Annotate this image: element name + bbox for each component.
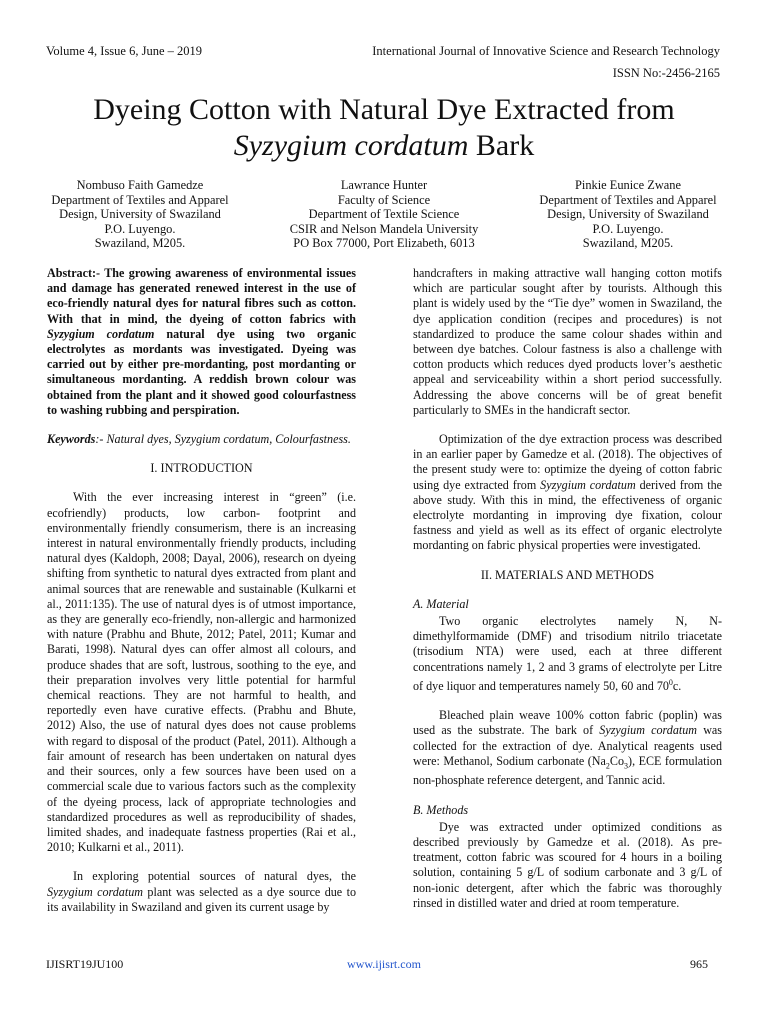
material-p2-text-a: Bleached plain weave 100% cotton fabric (poplin) was used as the substrate. The bark of: [413, 708, 722, 738]
section-heading-introduction: I. INTRODUCTION: [150, 461, 253, 476]
keywords-label: Keywords: [47, 432, 96, 447]
author-2-faculty: Faculty of Science: [337, 192, 431, 207]
author-3-name: Pinkie Eunice Zwane: [575, 178, 681, 192]
author-3: [503, 178, 753, 251]
author-1-name: Nombuso Faith Gamedze: [76, 178, 204, 192]
intro-p2-text-a: In exploring potential sources of natural dyes, the: [73, 869, 356, 884]
material-p2-text-d: ), ECE formulation non-phosphate reference detergent, and Tannic acid.: [413, 753, 722, 788]
right-p2-species: Syzygium cordatum: [540, 477, 636, 492]
material-p2-text-c: Co: [609, 753, 625, 768]
author-2-address: PO Box 77000, Port Elizabeth, 6013: [293, 236, 475, 251]
author-block: [0, 178, 768, 258]
material-p2-text-b: was collected for the extraction of dye. Analytical reagents used were: Methanol, Sodium carbonate (Na: [413, 723, 722, 768]
intro-p2-text-b: plant was selected as a dye source due to its availability in Swaziland and given its current usage by: [47, 884, 356, 914]
intro-p2-species: Syzygium cordatum: [47, 884, 143, 899]
material-p2-species: Syzygium cordatum: [599, 723, 698, 738]
author-1-po: P.O. Luyengo.: [104, 221, 176, 236]
author-3-dept: Department of Textiles and Apparel: [539, 192, 717, 207]
abstract-text-2: natural dye using two organic electrolytes as mordants was investigated. Dyeing was carried out by either pre-mordanting, post mordanting or simultaneous mordanting. A reddish brown colour was obtained from the plant and it showed good colourfastness to washing rubbing and perspiration.: [47, 326, 356, 417]
material-p1-text: Two organic electrolytes namely N, N-dimethylformamide (DMF) and trisodium nitrilo triacetate (trisodium NTA) were used, each at three different concentrations namely 1, 2 and 3 grams of electrolyte per Litre of dye liquor and temperatures namely 50, 60 and 70: [413, 614, 722, 693]
right-p2-text-b: derived from the above study. With this in mind, the effectiveness of organic electrolyte mordanting in improving dye fixation, colour fastness and yield as well as its effect of organic electrolyte mordanting on fabric physical properties were investigated.: [413, 477, 722, 553]
material-paragraph-1: [413, 614, 722, 694]
author-2-dept: Department of Textile Science: [308, 207, 460, 222]
subsection-methods: B. Methods: [413, 802, 469, 817]
author-3-po: P.O. Luyengo.: [592, 221, 664, 236]
title-line-1: Dyeing Cotton with Natural Dye Extracted from: [93, 93, 675, 126]
author-1: [15, 178, 265, 251]
keywords-text: :- Natural dyes, Syzygium cordatum, Colourfastness.: [95, 432, 351, 447]
keywords: [47, 432, 356, 447]
left-column: [47, 266, 356, 915]
material-p1-unit: c.: [672, 678, 682, 693]
author-2-name: Lawrance Hunter: [340, 178, 428, 192]
author-1-univ: Design, University of Swaziland: [59, 207, 221, 222]
footer-code: IJISRT19JU100: [46, 957, 124, 971]
title-line-2: [0, 128, 768, 164]
author-3-univ: Design, University of Swaziland: [547, 207, 709, 222]
author-1-country: Swaziland, M205.: [94, 236, 186, 251]
right-paragraph-1: handcrafters in making attractive wall hanging cotton motifs which are particular sought after by tourists. Although this plant is widely used by the “Tie dye” women in Swaziland, the dye application condition (recipes and procedures) is not standardized to produce the same colour shades within and between dye batches. Colour fastness is also a challenge with cotton products which reduces dyed products lover’s aesthetic appeal and serviceability within a short period successfully. Addressing the above concerns will be of great benefit particularly to SMEs in the handicraft sector.: [413, 266, 722, 417]
right-paragraph-2: [413, 432, 722, 554]
author-3-country: Swaziland, M205.: [582, 236, 674, 251]
author-2-univ: CSIR and Nelson Mandela University: [289, 221, 479, 236]
author-2: [259, 178, 509, 251]
issn: ISSN No:-2456-2165: [612, 66, 720, 80]
paper-title: [0, 92, 768, 164]
page-number: 965: [690, 957, 708, 971]
subsection-material: A. Material: [413, 596, 469, 611]
volume-info: Volume 4, Issue 6, June – 2019: [46, 44, 203, 58]
degree-superscript: 0: [668, 677, 673, 687]
methods-paragraph-1: Dye was extracted under optimized conditions as described previously by Gamedze et al. (2018). As pre-treatment, cotton fabric was scoured for 4 hours in a boiling solution, containing 5 g/L of sodium carbonate and 3 g/L of non-ionic detergent, after which the fabric was thoroughly rinsed in distilled water and dried at room temperature.: [413, 819, 722, 910]
title-suffix: Bark: [468, 129, 535, 162]
right-p2-text-a: Optimization of the dye extraction process was described in an earlier paper by Gamedze et al. (2018). The objectives of the present study were to: optimize the dyeing of cotton fabric using dye extracted from: [413, 432, 722, 492]
footer-url-link[interactable]: www.ijisrt.com: [347, 957, 421, 971]
title-species: Syzygium cordatum: [233, 129, 469, 162]
author-1-dept: Department of Textiles and Apparel: [51, 192, 229, 207]
intro-paragraph-1: With the ever increasing interest in “green” (i.e. ecofriendly) products, low carbon- footprint and environmentally friendly consumerism, there is an increasing interest in natural environmentally friendly products, including natural dyes (Kaldoph, 2008; Dayal, 2006), research on dyeing shifting from synthetic to natural dyes extracted from plant and animal sources that are renewable and sustainable (Kulkarni et al., 2011:135). The use of natural dyes is of utmost importance, as they are generally eco-friendly, non-allergic and harmonized with nature (Prabhu and Bhute, 2012; Patel, 2011; Kumar and Barati, 1998). Natural dyes can offer almost all colours, and produce shades that are soft, lustrous, soothing to the eye, and their preparation involves very little potential for harmful chemical reactions. They are not harmful to health, and reportedly even have curative effects. (Prabhu and Bhute, 2012) Also, the use of natural dyes does not cause problems with regard to disposal of the product (Patel, 2011). Although a fair amount of research has been undertaken on natural dyes and their sources, only a few sources have been used on a commercial scale due to various factors such as the complexity of the dyeing process, lack of appropriate technologies and standardized procedures as well as reproducibility of shades, limited shades, and inadequate fastness properties (Rai et al., 2010; Kulkarni et al., 2011).: [47, 490, 356, 855]
section-heading-materials-methods: II. MATERIALS AND METHODS: [480, 567, 655, 582]
material-paragraph-2: [413, 708, 722, 788]
journal-name: International Journal of Innovative Science and Research Technology: [372, 44, 720, 58]
abstract-species: Syzygium cordatum: [47, 326, 155, 341]
subscript-3: 3: [624, 761, 629, 771]
subscript-2: 2: [605, 761, 610, 771]
abstract-text-1: Abstract:- The growing awareness of environmental issues and damage has generated renewed interest in the use of eco-friendly natural dyes for natural fibres such as cotton. With that in mind, the dyeing of cotton fabrics with: [47, 266, 356, 326]
abstract: [47, 266, 356, 418]
right-column: [413, 266, 722, 911]
intro-paragraph-2: [47, 869, 356, 915]
